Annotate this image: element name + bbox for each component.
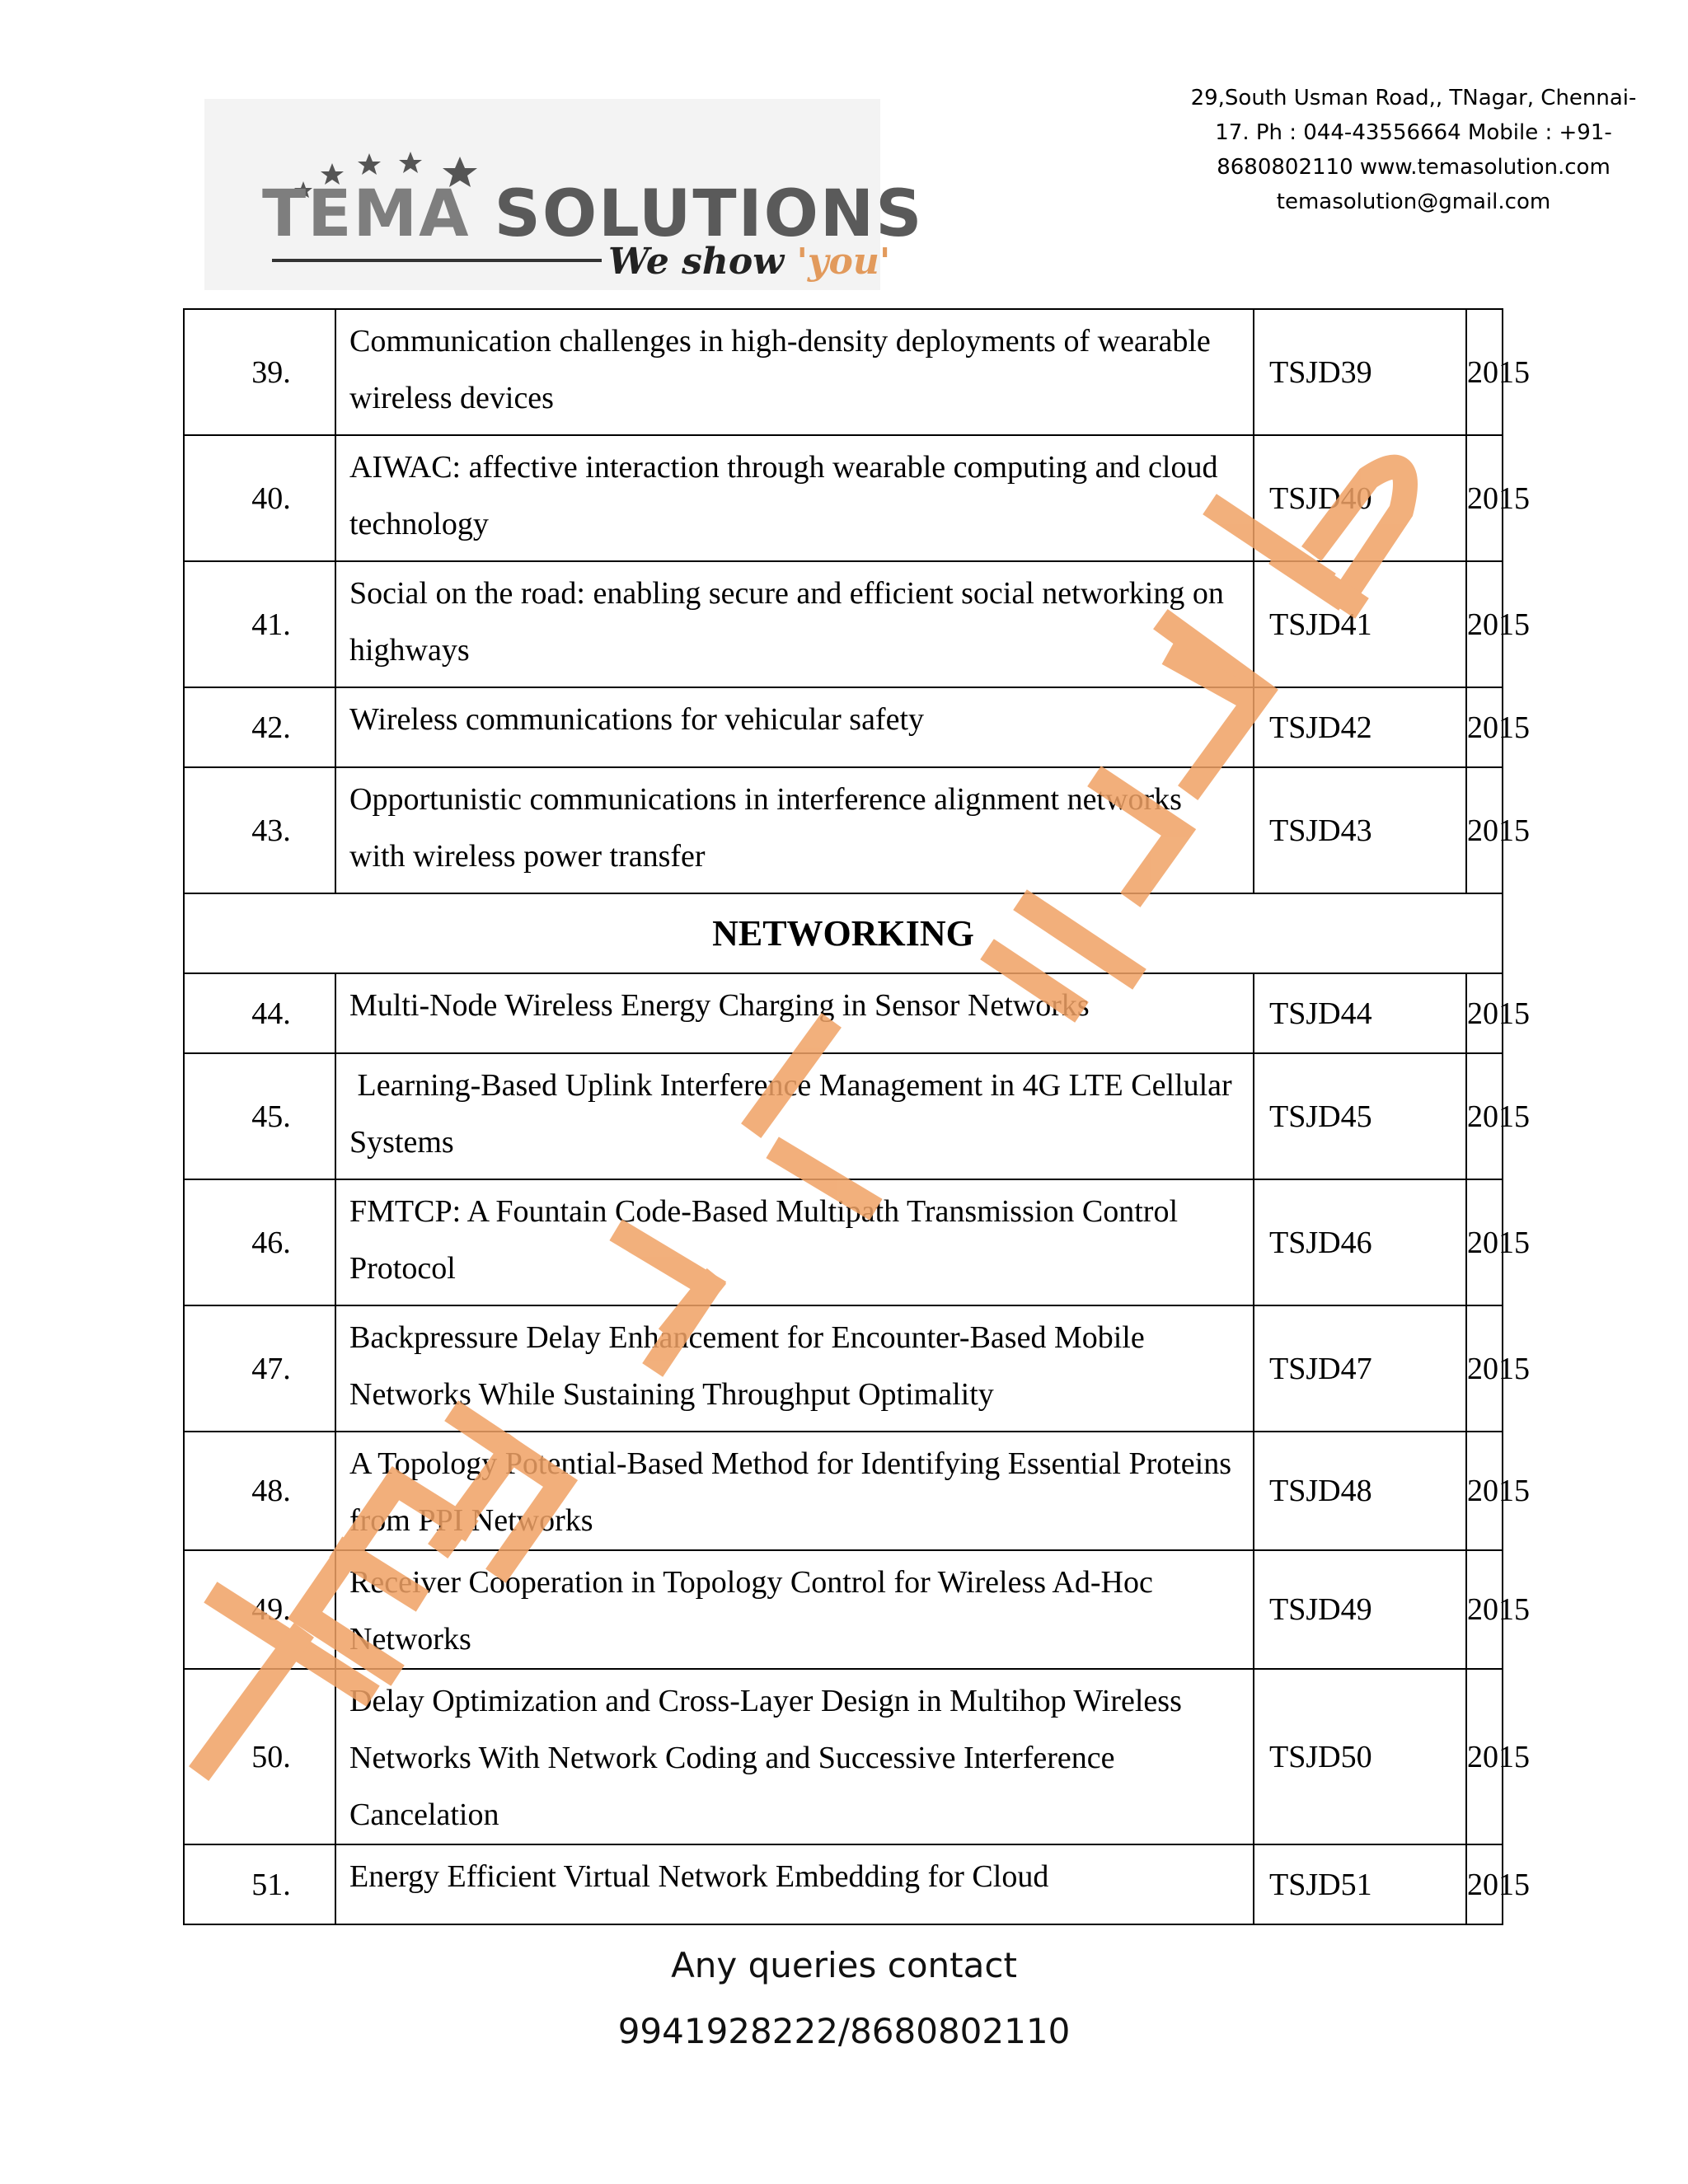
project-title: Delay Optimization and Cross-Layer Design in Multihop Wireless Networks With Network Coding and Successive Interference Cancelation <box>335 1669 1254 1844</box>
table-row <box>184 687 1503 767</box>
company-logo <box>204 99 924 290</box>
project-code: TSJD39 <box>1254 309 1466 435</box>
project-code: TSJD48 <box>1254 1432 1466 1550</box>
table-row <box>184 435 1503 561</box>
table-row <box>184 309 1503 435</box>
table-row <box>184 1179 1503 1305</box>
row-number: 43. <box>184 767 335 893</box>
table-row <box>184 1669 1503 1844</box>
row-number: 48. <box>184 1432 335 1550</box>
project-code: TSJD40 <box>1254 435 1466 561</box>
project-code: TSJD49 <box>1254 1550 1466 1669</box>
footer-contact-label: Any queries contact <box>671 1945 1017 1985</box>
section-heading: NETWORKING <box>184 893 1503 973</box>
project-code: TSJD45 <box>1254 1053 1466 1179</box>
table-row <box>184 973 1503 1053</box>
project-code: TSJD42 <box>1254 687 1466 767</box>
project-title: Multi-Node Wireless Energy Charging in Sensor Networks <box>335 973 1254 1053</box>
project-year: 2015 <box>1466 435 1503 561</box>
project-title: AIWAC: affective interaction through wearable computing and cloud technology <box>335 435 1254 561</box>
table-row <box>184 1305 1503 1432</box>
table-row <box>184 561 1503 687</box>
table-row <box>184 1844 1503 1924</box>
project-code: TSJD51 <box>1254 1844 1466 1924</box>
company-address <box>1162 81 1665 219</box>
footer-contact-phone: 9941928222/8680802110 <box>617 2011 1071 2051</box>
table-row <box>184 767 1503 893</box>
project-code: TSJD46 <box>1254 1179 1466 1305</box>
project-year: 2015 <box>1466 1432 1503 1550</box>
project-title: Energy Efficient Virtual Network Embedding for Cloud <box>335 1844 1254 1924</box>
project-code: TSJD44 <box>1254 973 1466 1053</box>
project-table <box>183 308 1530 1925</box>
project-title: Backpressure Delay Enhancement for Encounter-Based Mobile Networks While Sustaining Throughput Optimality <box>335 1305 1254 1432</box>
logo-underline <box>272 259 602 262</box>
table-row <box>184 1053 1503 1179</box>
project-title: Communication challenges in high-density deployments of wearable wireless devices <box>335 309 1254 435</box>
project-year: 2015 <box>1466 1550 1503 1669</box>
project-title: A Topology Potential-Based Method for Identifying Essential Proteins from PPI Networks <box>335 1432 1254 1550</box>
row-number: 49. <box>184 1550 335 1669</box>
row-number: 45. <box>184 1053 335 1179</box>
logo-tagline: We show 'you' <box>608 241 891 283</box>
address-line: 8680802110 www.temasolution.com <box>1217 155 1611 180</box>
row-number: 47. <box>184 1305 335 1432</box>
project-title: Wireless communications for vehicular safety <box>335 687 1254 767</box>
project-year: 2015 <box>1466 687 1503 767</box>
project-code: TSJD50 <box>1254 1669 1466 1844</box>
project-year: 2015 <box>1466 1179 1503 1305</box>
project-code: TSJD43 <box>1254 767 1466 893</box>
row-number: 50. <box>184 1669 335 1844</box>
project-year: 2015 <box>1466 1305 1503 1432</box>
project-title: Receiver Cooperation in Topology Control for Wireless Ad-Hoc Networks <box>335 1550 1254 1669</box>
project-year: 2015 <box>1466 1844 1503 1924</box>
row-number: 39. <box>184 309 335 435</box>
project-year: 2015 <box>1466 561 1503 687</box>
project-year: 2015 <box>1466 1669 1503 1844</box>
project-year: 2015 <box>1466 973 1503 1053</box>
project-code: TSJD47 <box>1254 1305 1466 1432</box>
address-line: 29,South Usman Road,, TNagar, Chennai- <box>1190 86 1637 110</box>
row-number: 41. <box>184 561 335 687</box>
table-row <box>184 1432 1503 1550</box>
row-number: 46. <box>184 1179 335 1305</box>
project-title: Learning-Based Uplink Interference Management in 4G LTE Cellular Systems <box>335 1053 1254 1179</box>
project-title: Social on the road: enabling secure and efficient social networking on highways <box>335 561 1254 687</box>
address-line: 17. Ph : 044-43556664 Mobile : +91- <box>1215 120 1612 145</box>
address-line: temasolution@gmail.com <box>1276 190 1551 214</box>
project-year: 2015 <box>1466 767 1503 893</box>
project-year: 2015 <box>1466 1053 1503 1179</box>
row-number: 51. <box>184 1844 335 1924</box>
row-number: 42. <box>184 687 335 767</box>
table-row <box>184 1550 1503 1669</box>
project-code: TSJD41 <box>1254 561 1466 687</box>
project-title: FMTCP: A Fountain Code-Based Multipath Transmission Control Protocol <box>335 1179 1254 1305</box>
row-number: 44. <box>184 973 335 1053</box>
section-row <box>184 893 1503 973</box>
logo-wordmark: TEMA SOLUTIONS <box>262 177 924 251</box>
row-number: 40. <box>184 435 335 561</box>
project-title: Opportunistic communications in interference alignment networks with wireless power transfer <box>335 767 1254 893</box>
project-year: 2015 <box>1466 309 1503 435</box>
